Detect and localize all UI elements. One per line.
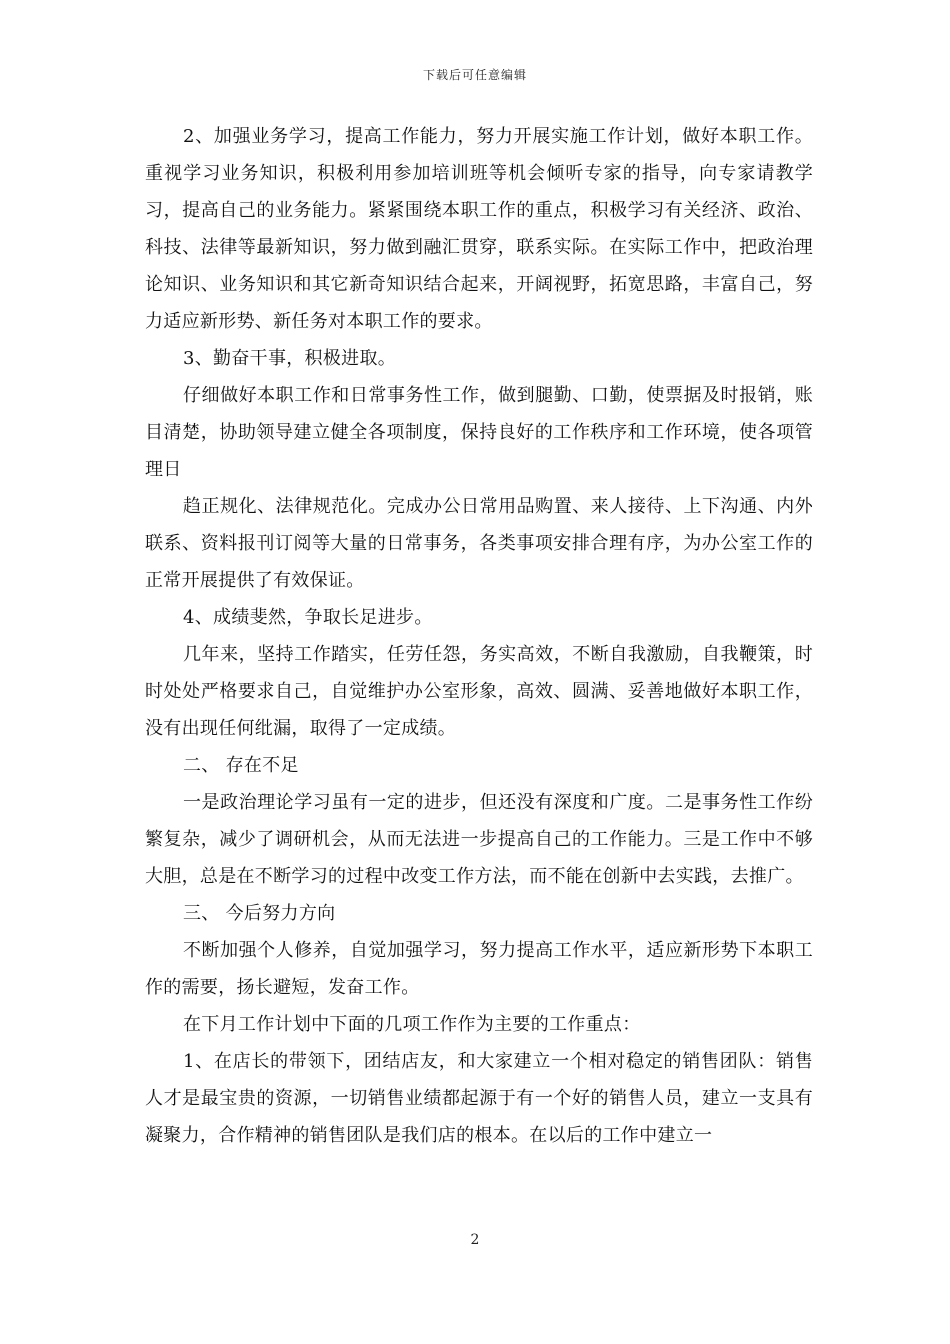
paragraph-shortcomings: 一是政治理论学习虽有一定的进步，但还没有深度和广度。二是事务性工作纷繁复杂，减少了调研机会，从而无法进一步提高自己的工作能力。三是工作中不够大胆，总是在不断学习的过程中改变工作方法，而不能在创新中去实践，去推广。 [145, 792, 813, 887]
page-header: 下载后可任意编辑 [422, 68, 527, 82]
paragraph-study: 2、加强业务学习，提高工作能力，努力开展实施工作计划，做好本职工作。 重视学习业务知识，积极利用参加培训班等机会倾听专家的指导，向专家请教学习，提高自己的业务能力。紧紧围绕本职工作的重点，积极学习有关经济、政治、科技、法律等最新知识，努力做到融汇贯穿，联系实际。在实际工作中，把政治理论知识、业务知识和其它新奇知识结合起来，开阔视野，拓宽思路，丰富自己，努力适应新形势、新任务对本职工作的要求。 [145, 126, 813, 332]
section-heading-direction: 三、 今后努力方向 [183, 903, 336, 924]
paragraph-plan-intro: 在下月工作计划中下面的几项工作作为主要的工作重点： [183, 1014, 641, 1035]
page-number: 2 [470, 1232, 480, 1248]
paragraph-daily-work: 仔细做好本职工作和日常事务性工作，做到腿勤、口勤，使票据及时报销，账目清楚，协助领导建立健全各项制度，保持良好的工作秩序和工作环境，使各项管理日 [145, 385, 813, 480]
paragraph-plan-item-1: 1、在店长的带领下，团结店友，和大家建立一个相对稳定的销售团队：销售人才是最宝贵的资源，一切销售业绩都起源于有一个好的销售人员，建立一支具有凝聚力，合作精神的销售团队是我们店的根本。在以后的工作中建立一 [145, 1051, 813, 1146]
paragraph-direction: 不断加强个人修养，自觉加强学习，努力提高工作水平，适应新形势下本职工作的需要，扬长避短，发奋工作。 [145, 940, 813, 998]
section-heading-shortcomings: 二、 存在不足 [183, 755, 299, 776]
paragraph-achievements: 几年来，坚持工作踏实，任劳任怨，务实高效，不断自我激励，自我鞭策，时时处处严格要求自己，自觉维护办公室形象，高效、圆满、妥善地做好本职工作，没有出现任何纰漏，取得了一定成绩。 [145, 644, 813, 739]
heading-achievements: 4、成绩斐然，争取长足进步。 [183, 607, 433, 628]
document-body [145, 118, 813, 1154]
paragraph-standardization: 趋正规化、法律规范化。完成办公日常用品购置、来人接待、上下沟通、内外联系、资料报刊订阅等大量的日常事务，各类事项安排合理有序，为办公室工作的正常开展提供了有效保证。 [145, 496, 813, 591]
heading-diligence: 3、勤奋干事，积极进取。 [183, 348, 397, 369]
